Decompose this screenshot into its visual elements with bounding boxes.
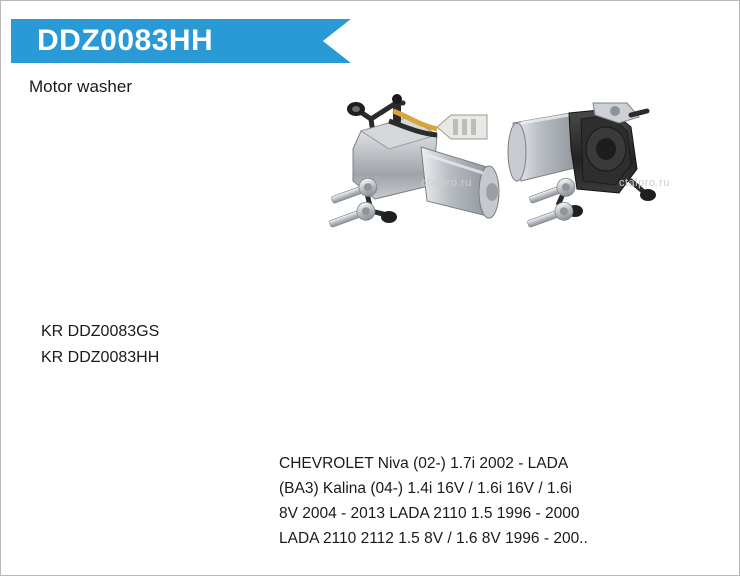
application-line: (BA3) Kalina (04-) 1.4i 16V / 1.6i 16V / 1.6i (279, 480, 572, 497)
cross-reference-list (41, 319, 159, 371)
watermark-left: ctalpro.ru (421, 177, 472, 189)
product-photo (301, 89, 721, 264)
application-line: CHEVROLET Niva (02-) 1.7i 2002 - LADA (279, 455, 569, 472)
list-item: KR DDZ0083HH (41, 349, 160, 366)
watermark-right: ctalpro.ru (619, 177, 670, 189)
product-type-label: Motor washer (29, 77, 132, 96)
part-number-banner (11, 19, 351, 63)
vehicle-applications-text (279, 451, 719, 551)
list-item: KR DDZ0083GS (41, 323, 160, 340)
page-title: DDZ0083HH (37, 24, 214, 57)
application-line: LADA 2110 2112 1.5 8V / 1.6 8V 1996 - 200.. (279, 530, 588, 547)
application-line: 8V 2004 - 2013 LADA 2110 1.5 1996 - 2000 (279, 505, 580, 522)
